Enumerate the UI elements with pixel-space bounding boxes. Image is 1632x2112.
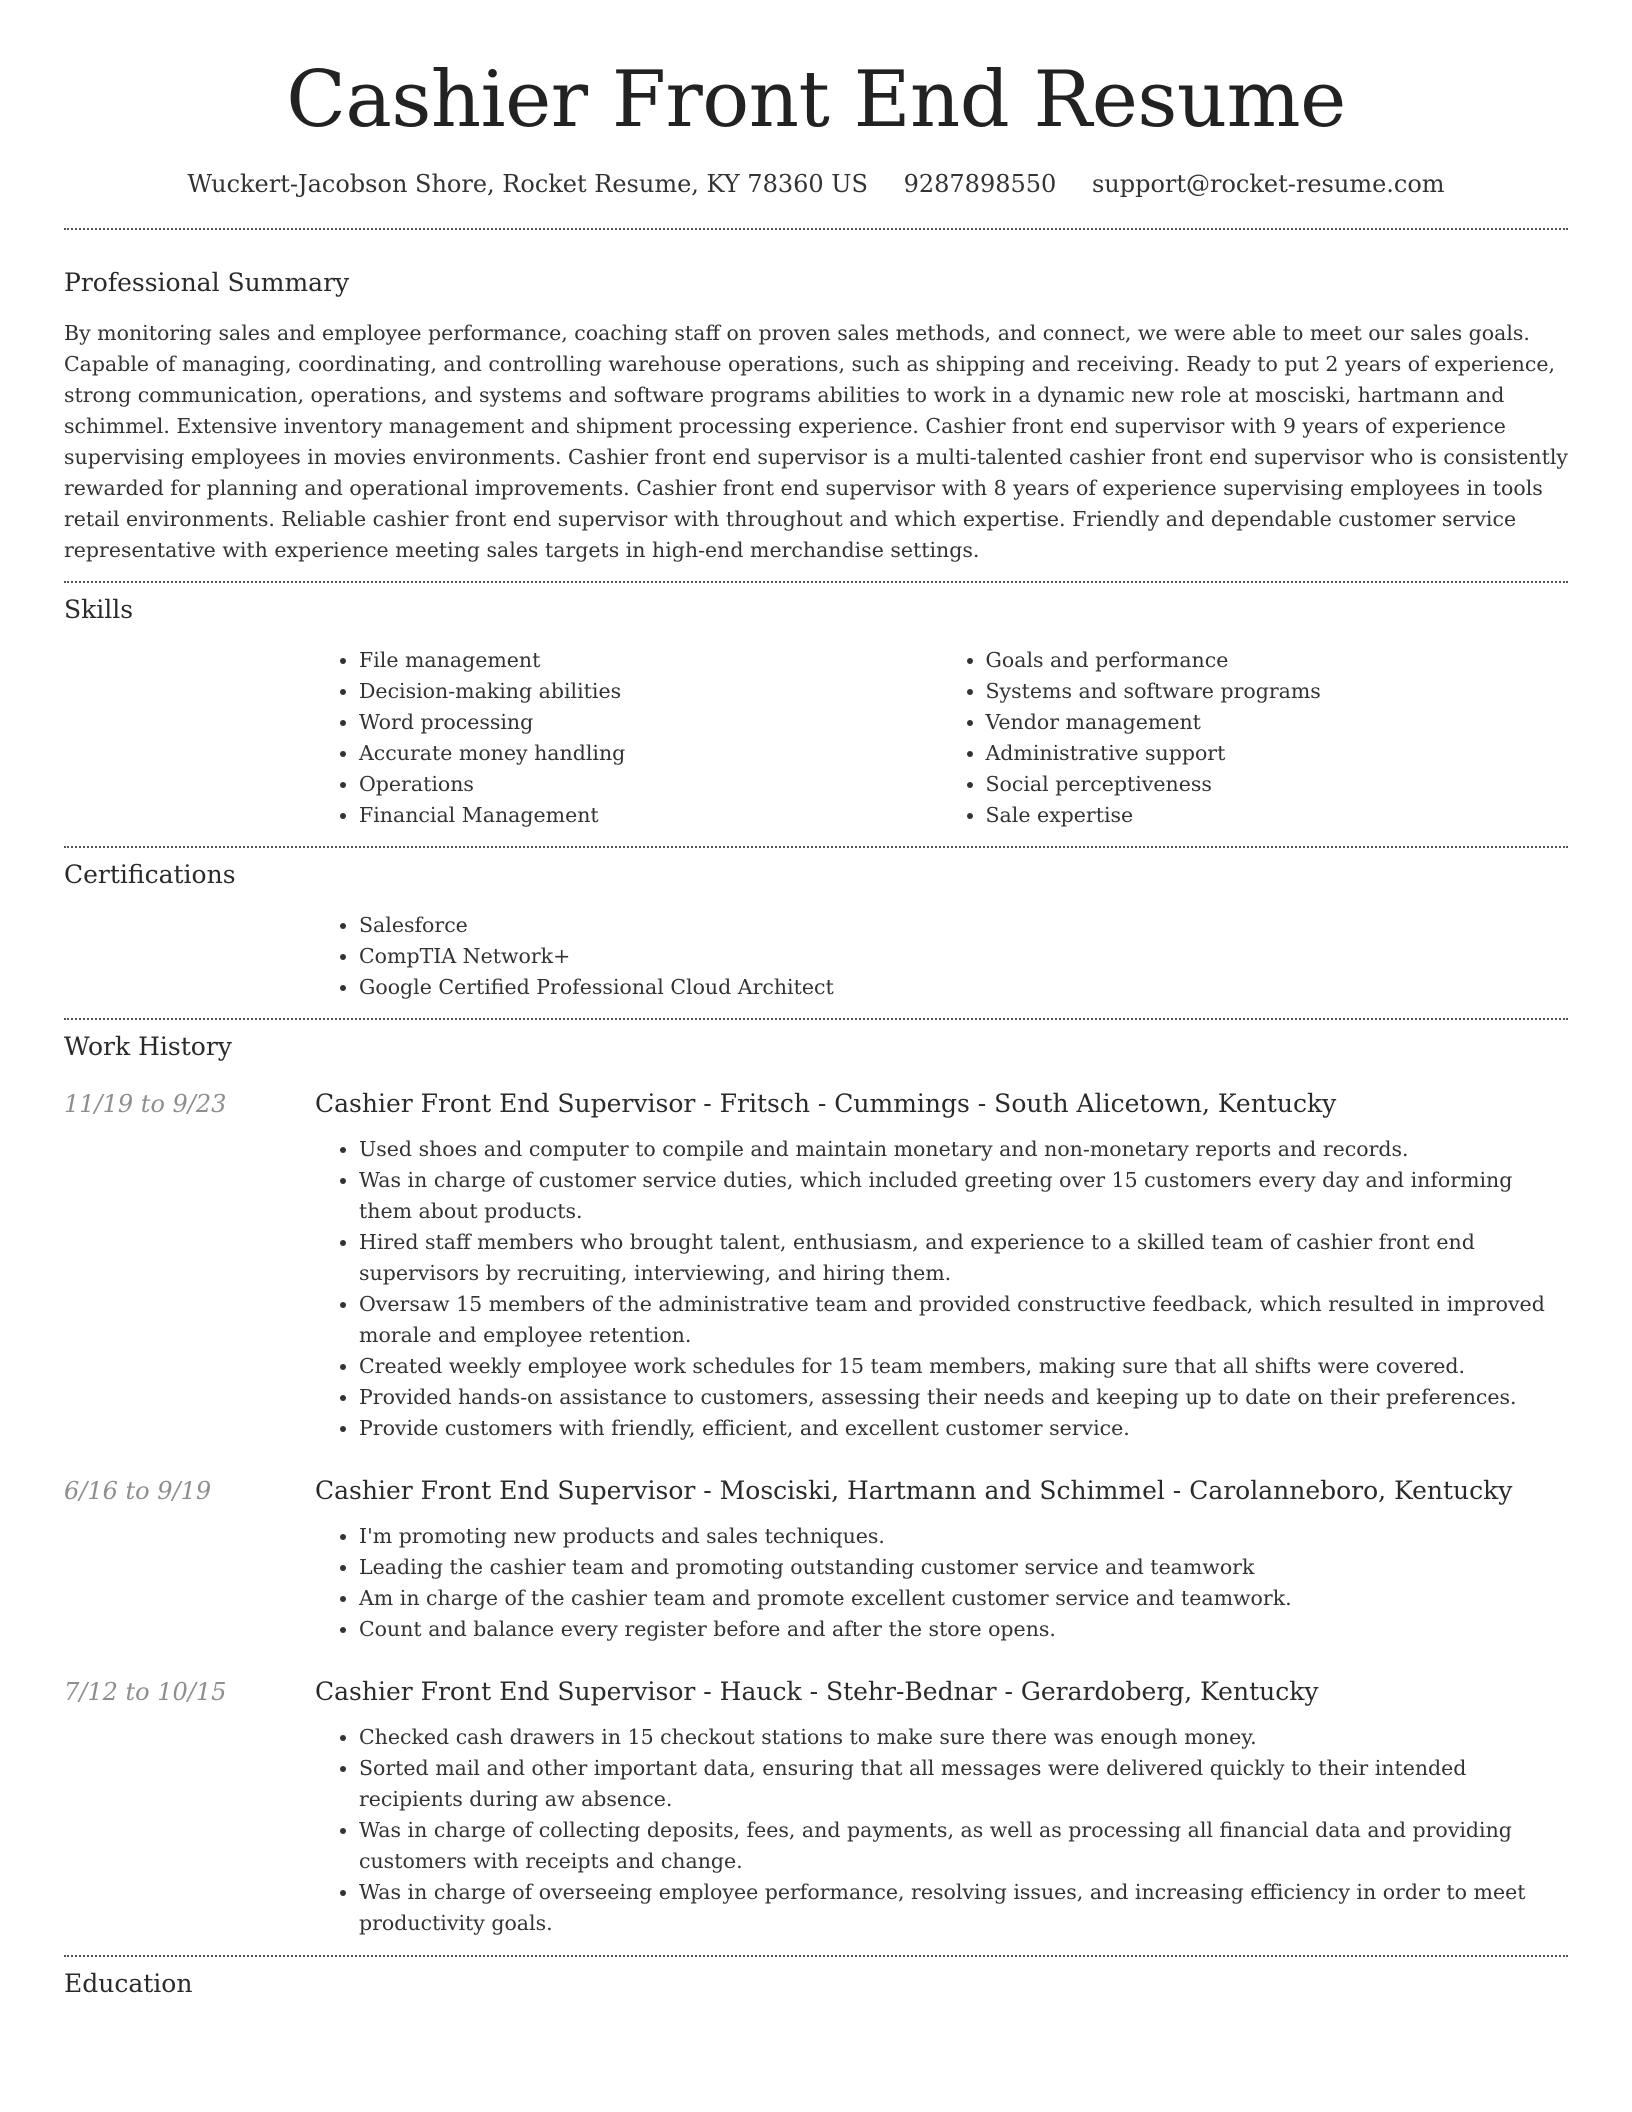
list-item: • Systems and software programs xyxy=(986,676,1569,707)
list-item: • Provided hands-on assistance to customers, assessing their needs and keeping up to date on their preferences. xyxy=(359,1382,1568,1413)
list-item: • Am in charge of the cashier team and promote excellent customer service and teamwork. xyxy=(359,1583,1568,1614)
list-item: • Was in charge of collecting deposits, fees, and payments, as well as processing all financial data and providing customers with receipts and change. xyxy=(359,1815,1568,1877)
list-item: • Financial Management xyxy=(359,800,942,831)
summary-heading: Professional Summary xyxy=(64,268,350,297)
education-heading: Education xyxy=(64,1969,193,1998)
job-entry xyxy=(64,1087,1568,1444)
list-item: • Sorted mail and other important data, ensuring that all messages were delivered quickly to their intended recipients during aw absence. xyxy=(359,1753,1568,1815)
list-item: • Used shoes and computer to compile and maintain monetary and non-monetary reports and records. xyxy=(359,1134,1568,1165)
list-item: • Was in charge of customer service duties, which included greeting over 15 customers every day and informing them about products. xyxy=(359,1165,1568,1227)
list-item: • Goals and performance xyxy=(986,645,1569,676)
list-item: • Count and balance every register before and after the store opens. xyxy=(359,1614,1568,1645)
work-history-section xyxy=(64,1020,1568,1939)
job-entry xyxy=(64,1474,1568,1645)
list-item: • I'm promoting new products and sales techniques. xyxy=(359,1521,1568,1552)
skills-column-left xyxy=(315,645,942,831)
job-header xyxy=(64,1474,1568,1508)
list-item: • Salesforce xyxy=(359,910,1568,941)
list-item: • Google Certified Professional Cloud Architect xyxy=(359,972,1568,1003)
list-item: • Word processing xyxy=(359,707,942,738)
list-item: • Was in charge of overseeing employee performance, resolving issues, and increasing efficiency in order to meet productivity goals. xyxy=(359,1877,1568,1939)
certifications-list xyxy=(315,910,1568,1003)
contact-phone: 9287898550 xyxy=(903,170,1057,198)
job-header xyxy=(64,1087,1568,1121)
certifications-section xyxy=(64,848,1568,1003)
skills-list xyxy=(315,645,1568,831)
summary-section xyxy=(64,230,1568,566)
resume-page xyxy=(64,0,1568,2001)
list-item: • Sale expertise xyxy=(986,800,1569,831)
list-item: • Leading the cashier team and promoting outstanding customer service and teamwork xyxy=(359,1552,1568,1583)
list-item: • Operations xyxy=(359,769,942,800)
contact-address: Wuckert-Jacobson Shore, Rocket Resume, KY 78360 US xyxy=(187,170,868,198)
education-section xyxy=(64,1957,1568,2001)
summary-text: By monitoring sales and employee performance, coaching staff on proven sales methods, and connect, we were able to meet our sales goals. Capable of managing, coordinating, and controlling warehouse operations, such as shipping and receiving. Ready to put 2 years of experience, strong communication, operations, and systems and software programs abilities to work in a dynamic new role at mosciski, hartmann and schimmel. Extensive inventory management and shipment processing experience. Cashier front end supervisor with 9 years of experience supervising employees in movies environments. Cashier front end supervisor is a multi-talented cashier front end supervisor who is consistently rewarded for planning and operational improvements. Cashier front end supervisor with 8 years of experience supervising employees in tools retail environments. Reliable cashier front end supervisor with throughout and which expertise. Friendly and dependable customer service representative with experience meeting sales targets in high-end merchandise settings. xyxy=(64,321,1569,562)
list-item: • File management xyxy=(359,645,942,676)
list-item: • Decision-making abilities xyxy=(359,676,942,707)
list-item: • Created weekly employee work schedules for 15 team members, making sure that all shifts were covered. xyxy=(359,1351,1568,1382)
list-item: • Checked cash drawers in 15 checkout stations to make sure there was enough money. xyxy=(359,1722,1568,1753)
list-item: • Provide customers with friendly, efficient, and excellent customer service. xyxy=(359,1413,1568,1444)
job-title: Cashier Front End Supervisor - Mosciski, Hartmann and Schimmel - Carolanneboro, Kentucky xyxy=(315,1476,1513,1505)
job-dates: 6/16 to 9/19 xyxy=(64,1477,212,1505)
list-item: • Vendor management xyxy=(986,707,1569,738)
skills-heading: Skills xyxy=(64,595,134,624)
job-header xyxy=(64,1675,1568,1709)
resume-title: Cashier Front End Resume xyxy=(286,55,1346,145)
skills-section xyxy=(64,583,1568,831)
job-entry xyxy=(64,1675,1568,1939)
list-item: • Oversaw 15 members of the administrative team and provided constructive feedback, which resulted in improved morale and employee retention. xyxy=(359,1289,1568,1351)
work-history-heading: Work History xyxy=(64,1032,232,1061)
list-item: • CompTIA Network+ xyxy=(359,941,1568,972)
certifications-heading: Certifications xyxy=(64,860,236,889)
skills-column-right xyxy=(942,645,1569,831)
contact-line xyxy=(64,164,1568,204)
job-bullets xyxy=(315,1134,1568,1444)
list-item: • Hired staff members who brought talent, enthusiasm, and experience to a skilled team of cashier front end supervisors by recruiting, interviewing, and hiring them. xyxy=(359,1227,1568,1289)
list-item: • Accurate money handling xyxy=(359,738,942,769)
job-title: Cashier Front End Supervisor - Hauck - Stehr-Bednar - Gerardoberg, Kentucky xyxy=(315,1677,1319,1706)
job-title: Cashier Front End Supervisor - Fritsch - Cummings - South Alicetown, Kentucky xyxy=(315,1089,1337,1118)
list-item: • Administrative support xyxy=(986,738,1569,769)
contact-email: support@rocket-resume.com xyxy=(1091,170,1445,198)
list-item: • Social perceptiveness xyxy=(986,769,1569,800)
job-dates: 11/19 to 9/23 xyxy=(64,1090,227,1118)
job-dates: 7/12 to 10/15 xyxy=(64,1678,227,1706)
job-bullets xyxy=(315,1521,1568,1645)
job-bullets xyxy=(315,1722,1568,1939)
